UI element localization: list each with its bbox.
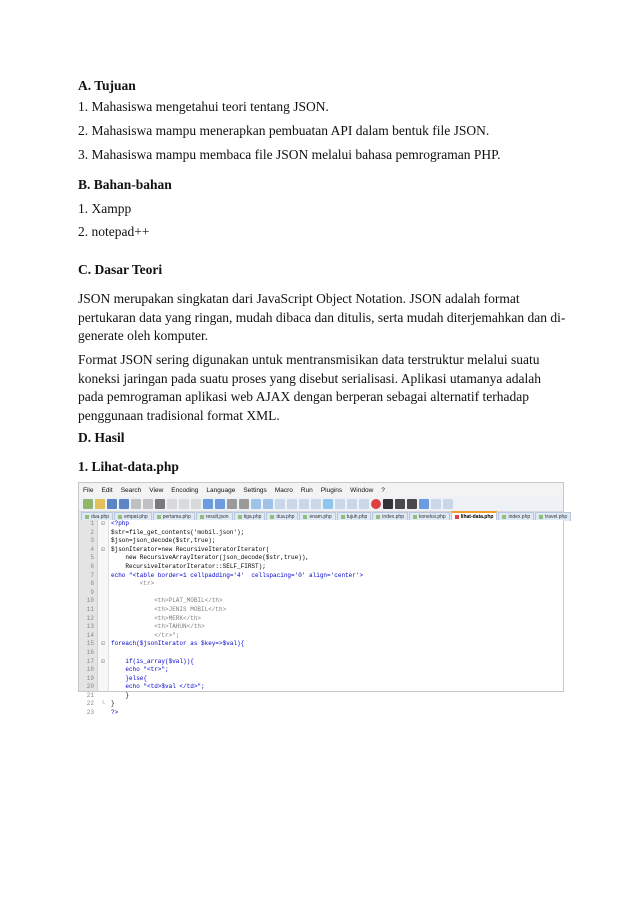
- fold-marker[interactable]: [98, 632, 108, 641]
- fold-marker[interactable]: [98, 666, 108, 675]
- sync-v-icon[interactable]: [275, 499, 285, 509]
- fold-marker[interactable]: [98, 623, 108, 632]
- list-item: 1. Xampp: [78, 201, 132, 216]
- replace-icon[interactable]: [239, 499, 249, 509]
- tab-file[interactable]: travel.php: [535, 512, 571, 521]
- tab-file[interactable]: pertama.php: [153, 512, 195, 521]
- fold-marker[interactable]: [98, 597, 108, 606]
- code-line: new RecursiveArrayIterator(json_decode($str,true)),: [111, 554, 310, 562]
- fold-marker[interactable]: [98, 606, 108, 615]
- code-editor[interactable]: [79, 520, 563, 717]
- fold-marker[interactable]: ⊟: [101, 545, 105, 553]
- menu-item[interactable]: File: [83, 486, 94, 494]
- fold-marker[interactable]: [98, 572, 108, 581]
- section-c-title: C. Dasar Teori: [78, 262, 163, 277]
- code-line: <th>TAHUN</th>: [111, 623, 205, 631]
- menu-item[interactable]: Settings: [243, 486, 267, 494]
- code-line: RecursiveIteratorIterator::SELF_FIRST);: [111, 562, 266, 570]
- tab-file[interactable]: index.php: [372, 512, 408, 521]
- menu-item[interactable]: Macro: [274, 486, 293, 494]
- file-icon: [238, 515, 242, 519]
- line-number: 18: [86, 666, 94, 674]
- copy-icon[interactable]: [179, 499, 189, 509]
- code-line: $jsonIterator=new RecursiveIteratorIterator(: [111, 545, 270, 553]
- code-line: $json=json_decode($str,true);: [111, 537, 216, 545]
- code-line: echo "<td>$val </td>";: [111, 683, 205, 691]
- line-number: 16: [86, 648, 94, 656]
- fold-marker[interactable]: [98, 615, 108, 624]
- code-line: <th>PLAT_MOBIL</th>: [111, 597, 223, 605]
- redo-icon[interactable]: [215, 499, 225, 509]
- section-d-title: D. Hasil: [78, 430, 125, 445]
- code-line: <th>MERK</th>: [111, 614, 202, 622]
- code-line: $str=file_get_contents('mobil.json');: [111, 528, 245, 536]
- line-number: 20: [86, 683, 94, 691]
- line-number: 22: [86, 700, 94, 708]
- doc-map-icon[interactable]: [335, 499, 345, 509]
- menu-bar: [79, 483, 563, 497]
- fold-marker[interactable]: └: [101, 700, 105, 708]
- tab-file[interactable]: tujuh.php: [337, 512, 372, 521]
- line-number: 9: [90, 588, 94, 596]
- list-item: 2. notepad++: [78, 224, 150, 239]
- section-d-subtitle: 1. Lihat-data.php: [78, 459, 179, 474]
- menu-item[interactable]: Edit: [101, 486, 113, 494]
- line-number: 7: [90, 571, 94, 579]
- menu-item[interactable]: ?: [381, 486, 385, 494]
- tab-file-active[interactable]: lihat-data.php: [451, 511, 498, 521]
- fold-marker[interactable]: ⊟: [101, 657, 105, 665]
- code-line: [109, 589, 563, 598]
- fold-marker[interactable]: [98, 563, 108, 572]
- menu-item[interactable]: Plugins: [320, 486, 343, 494]
- function-list-icon[interactable]: [347, 499, 357, 509]
- code-line: <tr>: [111, 580, 155, 588]
- code-line: }: [111, 691, 130, 699]
- tab-file[interactable]: enam.php: [299, 512, 335, 521]
- line-number: 2: [90, 528, 94, 536]
- tab-file[interactable]: index.php: [498, 512, 534, 521]
- print-icon[interactable]: [155, 499, 165, 509]
- line-number: 10: [86, 597, 94, 605]
- plugin-icon[interactable]: [443, 499, 453, 509]
- line-number: 1: [90, 520, 94, 527]
- stop-macro-icon[interactable]: [383, 499, 393, 509]
- fold-marker[interactable]: [98, 709, 108, 718]
- code-line: }else{: [111, 674, 148, 682]
- new-file-icon[interactable]: [83, 499, 93, 509]
- file-icon: [85, 515, 89, 519]
- fold-margin: [98, 520, 109, 708]
- line-number: 13: [86, 623, 94, 631]
- menu-item[interactable]: View: [149, 486, 164, 494]
- file-icon: [270, 515, 274, 519]
- line-number: 5: [90, 554, 94, 562]
- menu-item[interactable]: Search: [120, 486, 142, 494]
- undo-icon[interactable]: [203, 499, 213, 509]
- indent-guide-icon[interactable]: [323, 499, 333, 509]
- line-number: 15: [86, 640, 94, 648]
- all-chars-icon[interactable]: [311, 499, 321, 509]
- code-line: <?php: [111, 520, 130, 527]
- fold-marker[interactable]: [98, 554, 108, 563]
- close-icon[interactable]: [131, 499, 141, 509]
- line-number: 4: [90, 545, 94, 553]
- code-line: }: [111, 700, 115, 708]
- line-number: 19: [86, 674, 94, 682]
- file-icon: [341, 515, 345, 519]
- list-item: 3. Mahasiswa mampu membaca file JSON melalui bahasa pemrograman PHP.: [78, 147, 501, 162]
- line-number: 11: [86, 605, 94, 613]
- list-item: 2. Mahasiswa mampu menerapkan pembuatan API dalam bentuk file JSON.: [78, 123, 490, 138]
- close-all-icon[interactable]: [143, 499, 153, 509]
- line-number: 21: [86, 691, 94, 699]
- fold-marker[interactable]: [98, 683, 108, 692]
- code-line: echo "<table border=1 cellpadding='4' cellspacing='0' align='center'>: [111, 571, 364, 579]
- file-icon: [157, 515, 161, 519]
- sync-h-icon[interactable]: [287, 499, 297, 509]
- fold-marker[interactable]: [98, 529, 108, 538]
- play-macro-icon[interactable]: [395, 499, 405, 509]
- spellcheck-icon[interactable]: [431, 499, 441, 509]
- file-icon: [539, 515, 543, 519]
- code-line: <th>JENIS MOBIL</th>: [111, 605, 227, 613]
- paste-icon[interactable]: [191, 499, 201, 509]
- fold-marker[interactable]: ⊟: [101, 520, 105, 527]
- menu-item[interactable]: Language: [206, 486, 236, 494]
- word-wrap-icon[interactable]: [299, 499, 309, 509]
- save-macro-icon[interactable]: [419, 499, 429, 509]
- menu-item[interactable]: Window: [350, 486, 374, 494]
- menu-item[interactable]: Run: [300, 486, 313, 494]
- line-number: 17: [86, 657, 94, 665]
- line-number: 6: [90, 562, 94, 570]
- tab-file[interactable]: result.json: [196, 512, 233, 521]
- file-icon: [118, 515, 122, 519]
- fold-marker[interactable]: [98, 589, 108, 598]
- record-macro-icon[interactable]: [371, 499, 381, 509]
- code-line: </tr>";: [111, 631, 180, 639]
- fold-marker[interactable]: [98, 580, 108, 589]
- code-line: if(is_array($val)){: [111, 657, 194, 665]
- code-line: ?>: [111, 709, 119, 717]
- save-all-icon[interactable]: [119, 499, 129, 509]
- tab-file[interactable]: dua.php: [266, 512, 298, 521]
- file-icon: [413, 515, 417, 519]
- tab-file[interactable]: tiga.php: [234, 512, 266, 521]
- line-number: 12: [86, 614, 94, 622]
- toolbar: [79, 497, 563, 512]
- code-line: foreach($jsonIterator as $key=>$val){: [111, 640, 245, 648]
- fold-marker[interactable]: [98, 537, 108, 546]
- tab-file[interactable]: empat.php: [114, 512, 152, 521]
- file-icon: [376, 515, 380, 519]
- tab-file[interactable]: koneksi.php: [409, 512, 450, 521]
- folder-workspace-icon[interactable]: [359, 499, 369, 509]
- code-area[interactable]: [109, 520, 563, 717]
- open-file-icon[interactable]: [95, 499, 105, 509]
- zoom-out-icon[interactable]: [263, 499, 273, 509]
- file-icon: [455, 515, 459, 519]
- tab-file[interactable]: dua.php: [81, 512, 113, 521]
- line-number: 14: [86, 631, 94, 639]
- section-b-title: B. Bahan-bahan: [78, 177, 172, 192]
- file-icon: [502, 515, 506, 519]
- section-a-title: A. Tujuan: [78, 78, 136, 93]
- line-number: 8: [90, 580, 94, 588]
- notepadpp-screenshot: [78, 482, 568, 717]
- fold-marker[interactable]: [98, 692, 108, 701]
- run-macro-icon[interactable]: [407, 499, 417, 509]
- theory-paragraph-2: Format JSON sering digunakan untuk mentransmisikan data terstruktur melalui suatu koneksi jaringan pada suatu proses yang disebut serialisasi. Aplikasi utamanya adalah pada pemrograman aplikasi web AJAX dengan berperan sebagai alternatif terhadap penggunaan tradisional format XML.: [78, 352, 542, 423]
- file-icon: [200, 515, 204, 519]
- fold-marker[interactable]: ⊟: [101, 640, 105, 648]
- line-number-gutter: [79, 520, 98, 717]
- code-line: echo "<tr>";: [111, 666, 169, 674]
- fold-marker[interactable]: [98, 649, 108, 658]
- theory-paragraph-1: JSON merupakan singkatan dari JavaScript Object Notation. JSON adalah format pertukaran data yang ringan, mudah dibaca dan ditulis, serta mudah diterjemahkan dan di-generate oleh komputer.: [78, 291, 566, 343]
- file-icon: [303, 515, 307, 519]
- line-number: 3: [90, 537, 94, 545]
- zoom-in-icon[interactable]: [251, 499, 261, 509]
- menu-item[interactable]: Encoding: [171, 486, 199, 494]
- save-icon[interactable]: [107, 499, 117, 509]
- fold-marker[interactable]: [98, 675, 108, 684]
- cut-icon[interactable]: [167, 499, 177, 509]
- find-icon[interactable]: [227, 499, 237, 509]
- list-item: 1. Mahasiswa mengetahui teori tentang JSON.: [78, 99, 329, 114]
- code-line: [109, 649, 563, 658]
- line-number: 23: [86, 709, 94, 717]
